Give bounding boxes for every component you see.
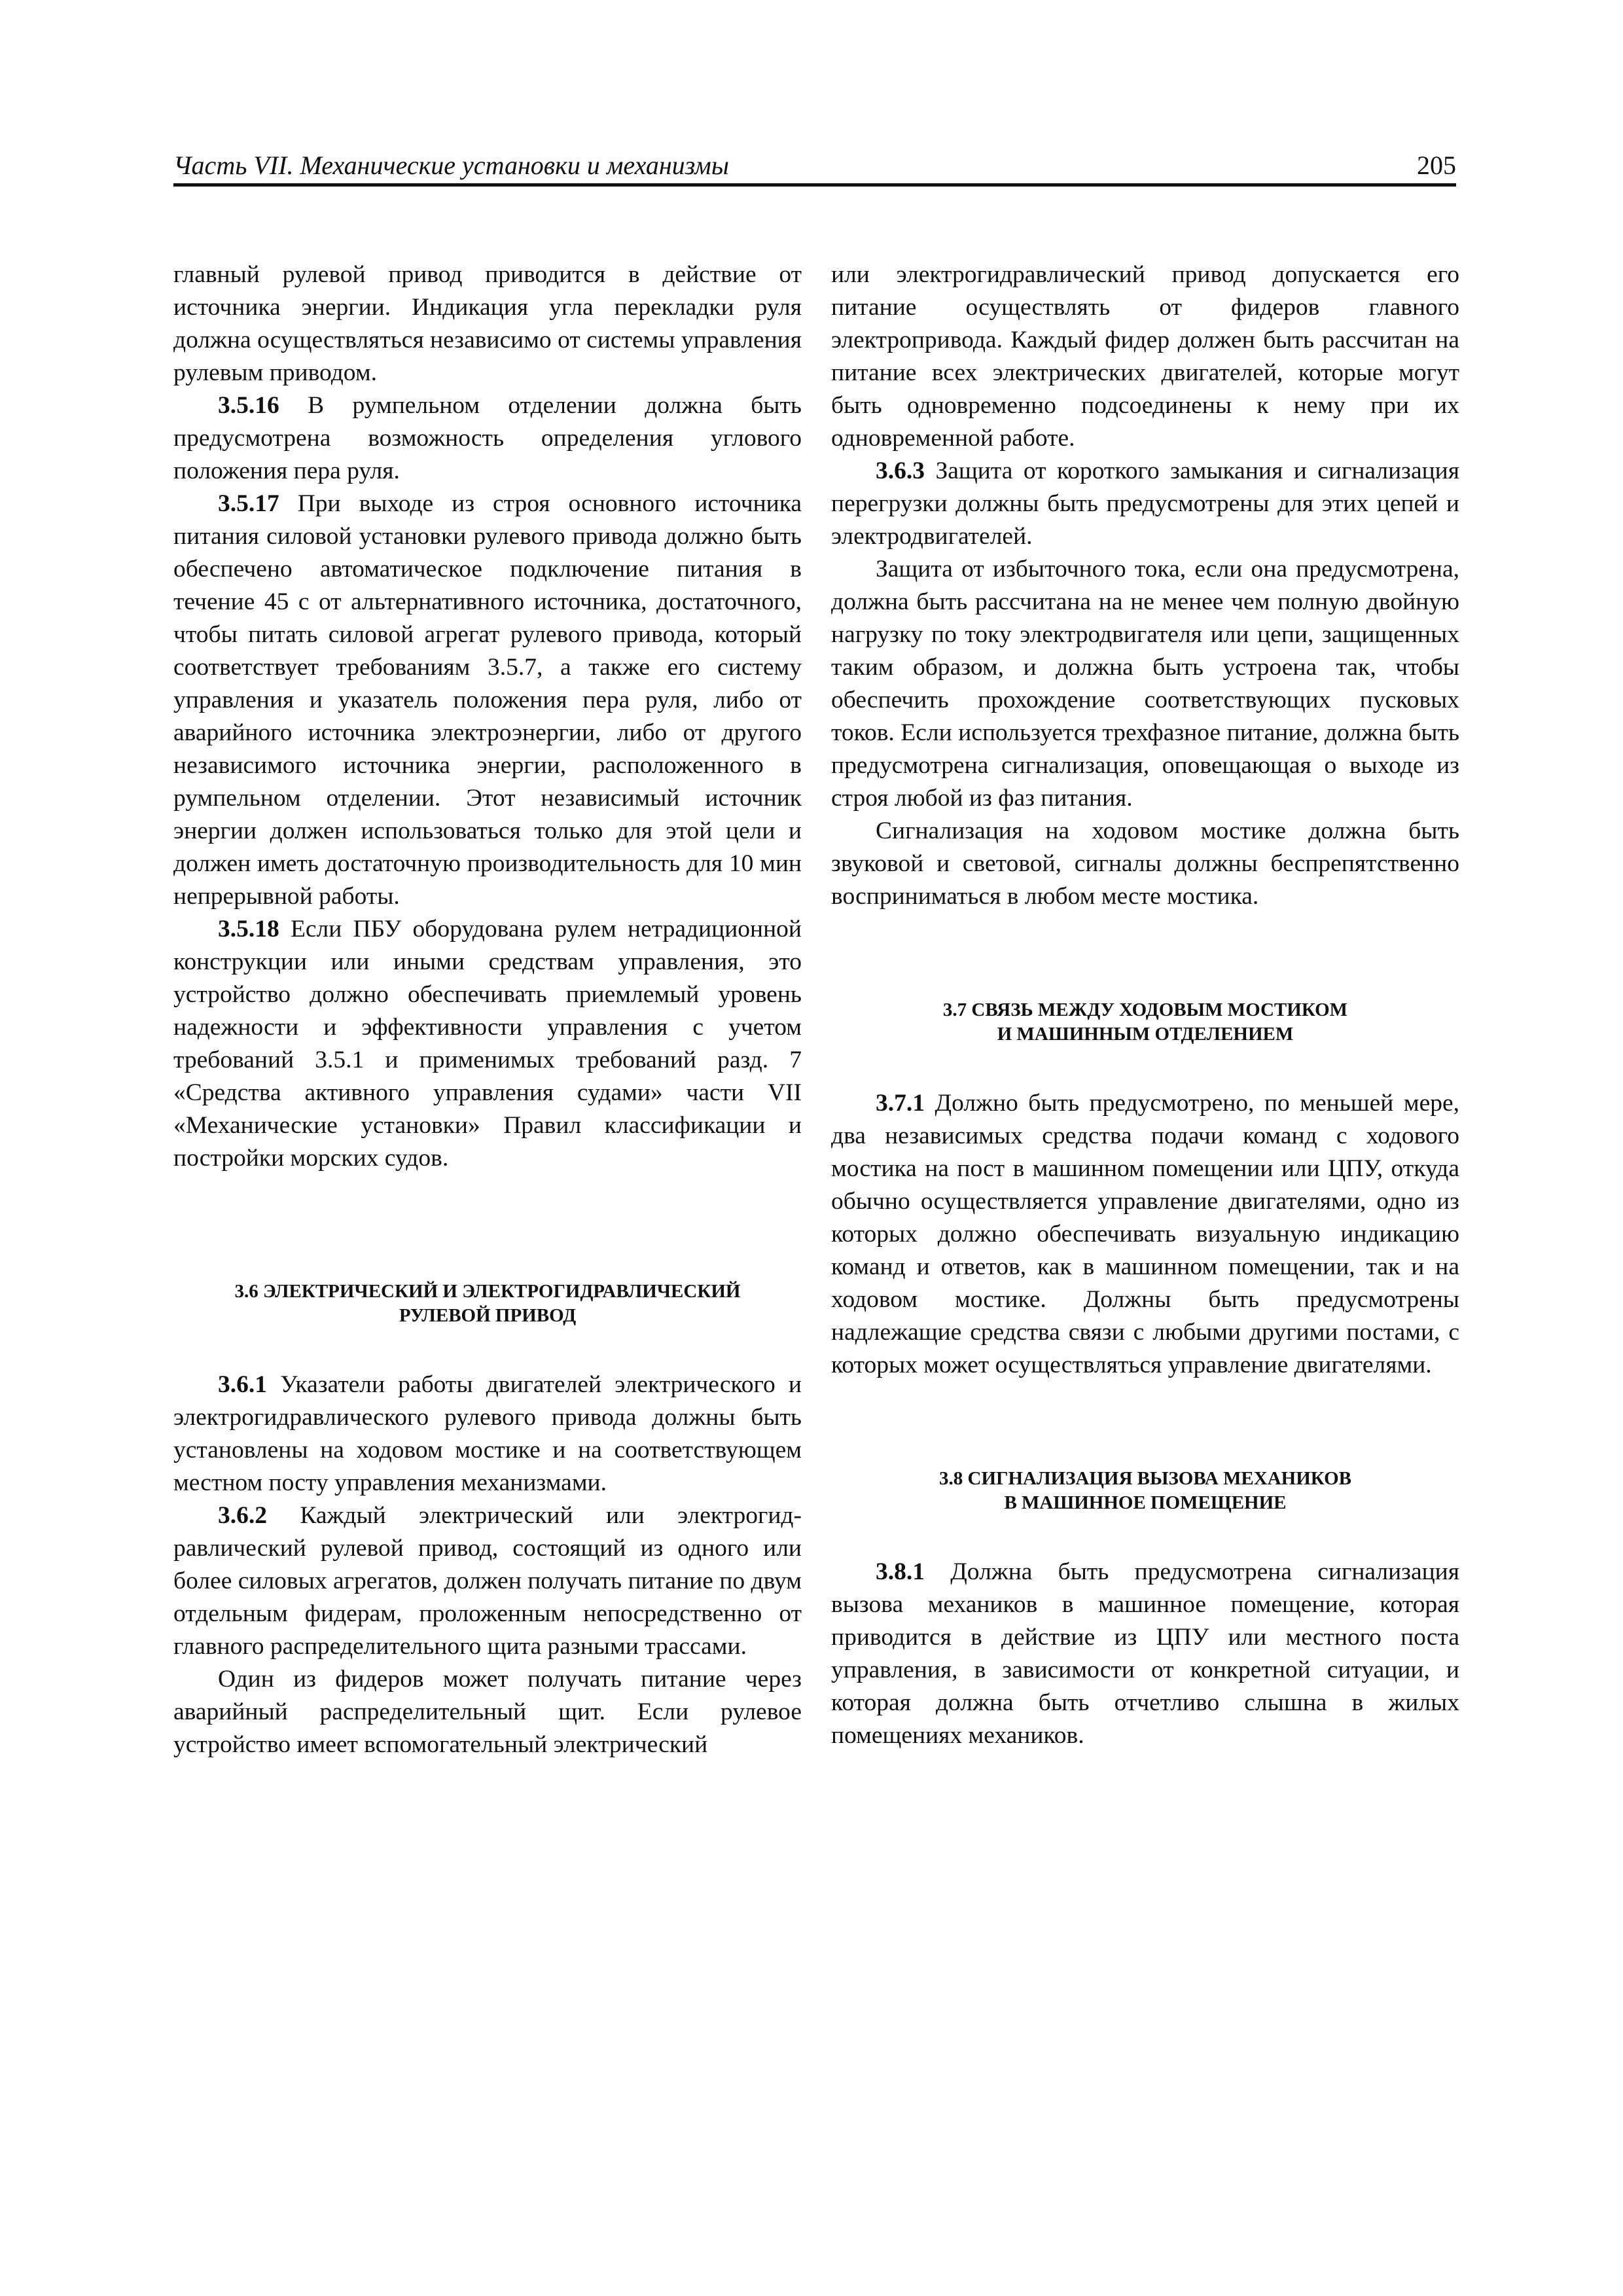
paragraph-3-7-1 (831, 1087, 1459, 1382)
clause-text: Должно быть предусмотрено, по меньшей мере, два независимых средства подачи команд с ходового мостика на пост в машинном помещении или ЦПУ, откуда обычно осуществляется управление двигателями, одно из которых должно обеспечивать визуальную индикацию команд и ответов, как в машинном помещении, так и на ходовом мостике. Должны быть предусмотрены надлежащие средства связи с любыми другими постами, с которых может осуществляться управление двигателями. (831, 1090, 1459, 1378)
running-header (173, 145, 1456, 187)
clause-number: 3.5.17 (218, 490, 279, 517)
page-number: 205 (1417, 151, 1456, 180)
clause-number: 3.6.1 (218, 1371, 267, 1398)
paragraph-continuation: главный рулевой привод приводится в действие от источника энергии. Индикация угла перекладки руля должна осуществляться независимо от системы управления рулевым приводом. (173, 261, 802, 386)
paragraph-3-5-17 (173, 488, 802, 913)
header-title: Часть VII. Механические установки и механизмы (173, 151, 729, 180)
clause-text: Должна быть предусмотрена сигнализация вызова механиков в машинное помещение, которая приводится в действие из ЦПУ или местного поста управления, в зависимости от конкретной ситуации, и которая должна быть отчетливо слышна в жилых помещениях механиков. (831, 1558, 1459, 1749)
paragraph-3-6-3-signal: Сигнализация на ходовом мостике должна быть звуковой и световой, сигналы должны беспрепятственно восприниматься в любом месте мостика. (831, 817, 1459, 910)
clause-text: Если ПБУ оборудована рулем нетрадиционной конструкции или иными средствам управления, это устройство должно обеспечивать приемлемый уровень надежности и эффективности управления с учетом требований 3.5.1 и применимых требований разд. 7 «Средства активного управления судами» части VII «Механические установки» Правил классификации и постройки морских судов. (173, 916, 802, 1172)
paragraph-3-6-1 (173, 1369, 802, 1499)
section-heading-line: И МАШИННЫМ ОТДЕЛЕНИЕМ (997, 1024, 1294, 1045)
section-heading-3-8 (831, 1467, 1459, 1515)
section-heading-line: 3.6 ЭЛЕКТРИЧЕСКИЙ И ЭЛЕКТРОГИДРАВЛИЧЕСКИЙ (234, 1281, 741, 1302)
left-column (173, 259, 802, 1761)
clause-number: 3.5.16 (218, 392, 279, 419)
paragraph-3-6-3 (831, 455, 1459, 553)
paragraph-3-8-1 (831, 1556, 1459, 1752)
right-column (831, 259, 1459, 1752)
clause-number: 3.6.3 (876, 457, 925, 484)
clause-number: 3.5.18 (218, 916, 279, 942)
paragraph-3-6-3-cont: Защита от избыточного тока, если она предусмотрена, должна быть рассчитана на не менее чем полную двойную нагрузку по току электродвигателя или цепи, защищенных таким образом, и должна быть устроена так, чтобы обеспечить прохождение соответствующих пусковых токов. Если используется трехфазное питание, должна быть предусмотрена сигнализация, оповещающая о выходе из строя любой из фаз питания. (831, 556, 1459, 812)
section-heading-3-7 (831, 998, 1459, 1047)
clause-number: 3.7.1 (876, 1090, 925, 1117)
section-heading-line: 3.7 СВЯЗЬ МЕЖДУ ХОДОВЫМ МОСТИКОМ (942, 999, 1348, 1020)
section-heading-line: 3.8 СИГНАЛИЗАЦИЯ ВЫЗОВА МЕХАНИКОВ (939, 1468, 1351, 1489)
clause-text: Каждый электрический или электрогидравлический рулевой привод, состоящий из одного или более силовых агрегатов, должен получать питание по двум отдельным фидерам, проложенным непосредственно от главного распределительного щита разными трассами. (173, 1502, 802, 1660)
paragraph-3-5-16 (173, 389, 802, 488)
clause-number: 3.8.1 (876, 1558, 925, 1585)
section-heading-line: РУЛЕВОЙ ПРИВОД (399, 1305, 577, 1326)
paragraph-3-6-2 (173, 1499, 802, 1663)
paragraph-continuation: или электрогидравлический привод допускается его питание осуществлять от фидеров главного электропривода. Каждый фидер должен быть рассчитан на питание всех электрических двигателей, которые могут быть одновременно подсоединены к нему при их одновременной работе. (831, 261, 1459, 452)
section-heading-3-6 (173, 1280, 802, 1328)
paragraph-3-6-2-cont: Один из фидеров может получать питание через аварийный распределительный щит. Если рулевое устройство имеет вспомогательный электрический (173, 1666, 802, 1758)
clause-text: Указатели работы двигателей электрического и электрогидравлического рулевого привода должны быть установлены на ходовом мостике и на соответствующем местном посту управления механизмами. (173, 1371, 802, 1496)
paragraph-3-5-18 (173, 913, 802, 1175)
clause-text: При выходе из строя основного источника питания силовой установки рулевого привода должно быть обеспечено автоматическое подключение питания в течение 45 с от альтернативного источника, достаточного, чтобы питать силовой агрегат рулевого привода, который соответствует требованиям 3.5.7, а также его систему управления и указатель положения пера руля, либо от аварийного источника электроэнергии, либо от другого независимого источника энергии, расположенного в румпельном отделении. Этот независимый источник энергии должен использоваться только для этой цели и должен иметь достаточную производительность для 10 мин непрерывной работы. (173, 490, 802, 910)
clause-text: В румпельном отделении должна быть предусмотрена возможность определения углового положения пера руля. (173, 392, 802, 484)
section-heading-line: В МАШИННОЕ ПОМЕЩЕНИЕ (1004, 1492, 1287, 1513)
clause-text: Защита от короткого замыкания и сигнализация перегрузки должны быть предусмотрены для этих цепей и электродвигателей. (831, 457, 1459, 550)
clause-number: 3.6.2 (218, 1502, 267, 1529)
